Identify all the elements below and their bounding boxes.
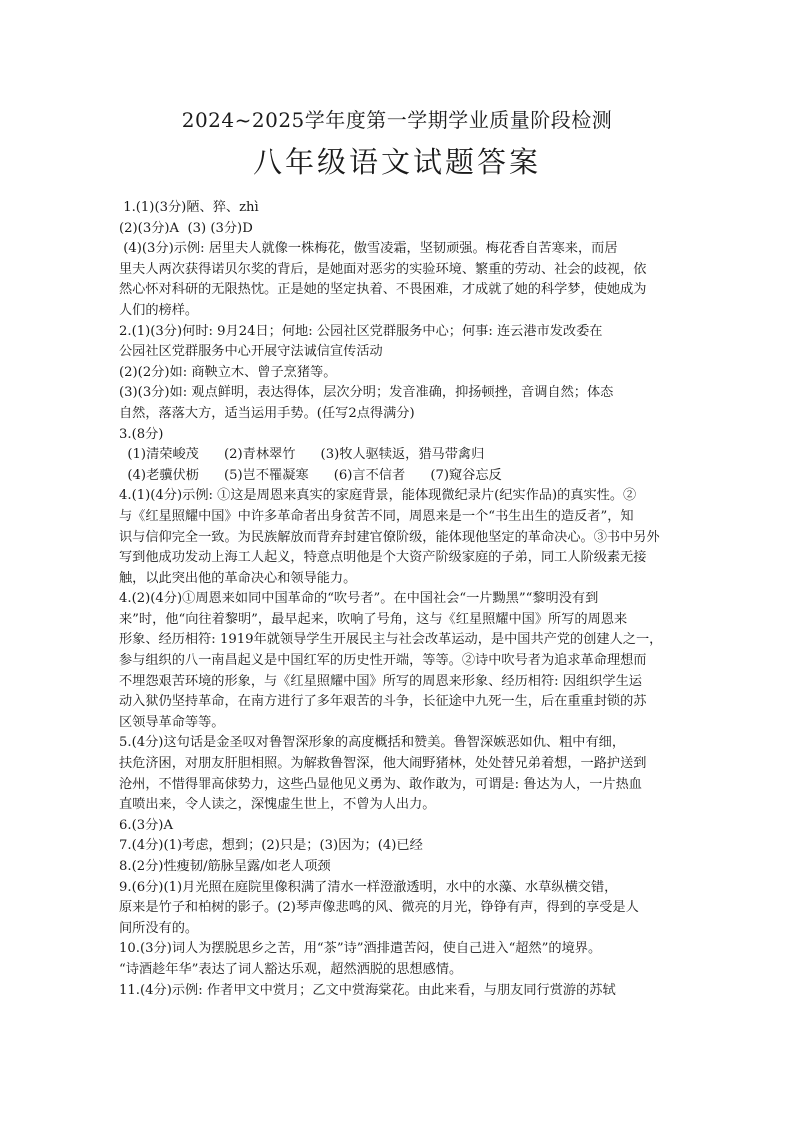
answer-content bbox=[119, 198, 679, 1001]
answer-line: 3.(8分) bbox=[119, 426, 164, 442]
answer-line: 人们的榜样。 bbox=[119, 302, 199, 318]
answer-line: 9.(6分)(1)月光照在庭院里像积满了清水一样澄澈透明，水中的水藻、水草纵横交错， bbox=[119, 879, 618, 895]
answer-line: (4)老骥伏枥 (5)岂不罹凝寒 (6)言不信者 (7)窥谷忘反 bbox=[119, 467, 502, 483]
answer-line: 动入狱仍坚持革命，在南方进行了多年艰苦的斗争，长征途中九死一生，后在重重封锁的苏 bbox=[119, 694, 647, 710]
answer-line: (2)(2分)如: 商鞅立木、曾子烹猪等。 bbox=[119, 364, 337, 380]
answer-line: 间所没有的。 bbox=[119, 920, 199, 936]
answer-line: (4)(3分)示例: 居里夫人就像一株梅花，傲雪凌霜，坚韧顽强。梅花香自苦寒来，而居 bbox=[119, 241, 618, 257]
answer-line: 7.(4分)(1)考虑，想到；(2)只是；(3)因为；(4)已经 bbox=[119, 838, 423, 854]
answer-line: 触，以此突出他的革命决心和领导能力。 bbox=[119, 570, 357, 586]
answer-line: 直喷出来，令人读之，深愧虚生世上，不曾为人出力。 bbox=[119, 797, 436, 813]
answer-line: 不埋怨艰苦环境的形象，与《红星照耀中国》所写的周恩来形象、经历相符: 因组织学生运 bbox=[119, 673, 642, 689]
answer-line: 自然，落落大方，适当运用手势。(任写2点得满分) bbox=[119, 405, 415, 421]
answer-line: 8.(2分)性瘦韧/筋脉呈露/如老人项颈 bbox=[119, 859, 331, 874]
answer-line: (2)(3分)A (3) (3分)D bbox=[119, 220, 253, 236]
answer-line: 然心怀对科研的无限热忱。正是她的坚定执着、不畏困难，才成就了她的科学梦，使她成为 bbox=[119, 282, 647, 298]
answer-line: 区领导革命等等。 bbox=[119, 714, 225, 730]
answer-line: 1.(1)(3分)陋、猝、zhì bbox=[119, 200, 259, 215]
answer-line: 5.(4分)这句话是金圣叹对鲁智深形象的高度概括和赞美。鲁智深嫉恶如仇、粗中有细， bbox=[119, 735, 626, 751]
exam-title: 2024~2025学年度第一学期学业质量阶段检测 bbox=[181, 108, 613, 132]
answer-line: 参与组织的八一南昌起义是中国红军的历史性开端，等等。②诗中吹号者为追求革命理想而 bbox=[119, 653, 647, 669]
answer-line: 6.(3分)A bbox=[119, 817, 173, 833]
answer-line: 来”时，他“向往着黎明”，最早起来，吹响了号角，这与《红星照耀中国》所写的周恩来 bbox=[119, 611, 628, 627]
answer-line: 形象、经历相符: 1919年就领导学生开展民主与社会改革运动，是中国共产党的创建人之一， bbox=[119, 632, 663, 648]
answer-line: “诗酒趁年华”表达了词人豁达乐观，超然洒脱的思想感情。 bbox=[119, 961, 463, 977]
answer-line: 10.(3分)词人为摆脱思乡之苦，用“茶”诗”酒排遣苦闷，使自己进入“超然”的境界。 bbox=[119, 941, 602, 957]
answer-line: 原来是竹子和柏树的影子。(2)琴声像悲鸣的风、微亮的月光，铮铮有声，得到的享受是人 bbox=[119, 900, 639, 916]
answer-line: 公园社区党群服务中心开展守法诚信宣传活动 bbox=[119, 344, 383, 360]
answer-line: 扶危济困，对朋友肝胆相照。为解救鲁智深，他大闹野猪林，处处替兄弟着想，一路护送到 bbox=[119, 756, 647, 772]
answer-line: 2.(1)(3分)何时: 9月24日；何地: 公园社区党群服务中心；何事: 连云港市发改委在 bbox=[119, 323, 603, 339]
answer-line: 11.(4分)示例: 作者甲文中赏月；乙文中赏海棠花。由此来看，与朋友同行赏游的苏轼 bbox=[119, 982, 616, 998]
answer-line: (1)清荣峻茂 (2)青林翠竹 (3)牧人驱犊返，猎马带禽归 bbox=[119, 447, 485, 463]
answer-line: 4.(1)(4分)示例: ①这是周恩来真实的家庭背景，能体现微纪录片(纪实作品)的真实性。② bbox=[119, 488, 637, 504]
answer-line: 与《红星照耀中国》中许多革命者出身贫苦不同，周恩来是一个“书生出生的造反者”，知 bbox=[119, 508, 634, 524]
answer-line: 写到他成功发动上海工人起义，特意点明他是个大资产阶级家庭的子弟，同工人阶级素无接 bbox=[119, 550, 647, 566]
answer-line: 里夫人两次获得诺贝尔奖的背后，是她面对恶劣的实验环境、繁重的劳动、社会的歧视，依 bbox=[119, 261, 647, 277]
answer-line: 沧州，不惜得罪高俅势力，这些凸显他见义勇为、敢作敢为，可谓是: 鲁达为人，一片热血 bbox=[119, 776, 642, 792]
answer-key-title: 八年级语文试题答案 bbox=[252, 145, 541, 179]
answer-line: 识与信仰完全一致。为民族解放而背弃封建官僚阶级，能体现他坚定的革命决心。③书中另外 bbox=[119, 529, 660, 545]
answer-line: 4.(2)(4分)①周恩来如同中国革命的“吹号者”。在中国社会“一片黝黑”“黎明没有到 bbox=[119, 591, 599, 607]
answer-line: (3)(3分)如: 观点鲜明，表达得体，层次分明；发音准确，抑扬顿挫，音调自然；体态 bbox=[119, 385, 614, 401]
